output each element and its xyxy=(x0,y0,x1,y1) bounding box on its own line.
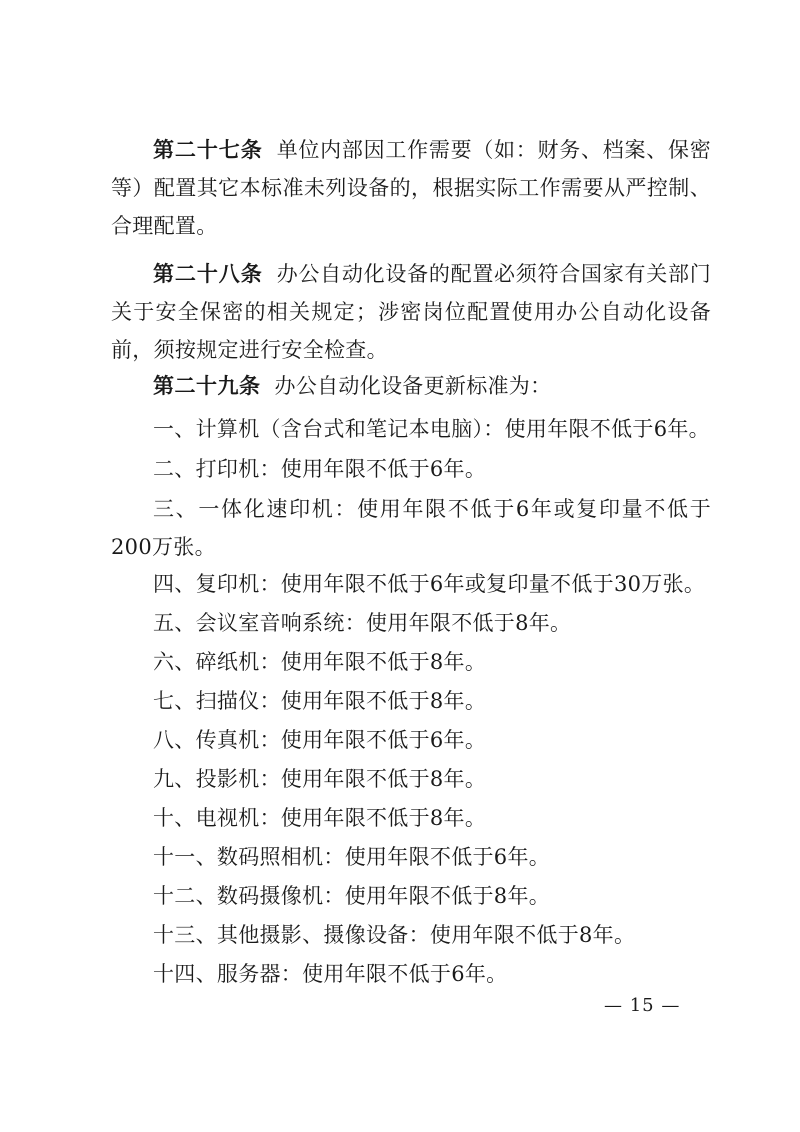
list-item: 七、扫描仪：使用年限不低于8年。 xyxy=(153,689,487,713)
article-29-paragraph xyxy=(111,367,711,405)
list-item: 二、打印机：使用年限不低于6年。 xyxy=(153,457,487,481)
article-29-text: 办公自动化设备更新标准为： xyxy=(274,374,552,398)
article-27-number: 第二十七条 xyxy=(153,138,263,162)
list-item: 一、计算机（含台式和笔记本电脑）：使用年限不低于6年。 xyxy=(153,417,710,441)
list-item: 九、投影机：使用年限不低于8年。 xyxy=(153,767,487,791)
list-item: 八、传真机：使用年限不低于6年。 xyxy=(153,728,487,752)
list-item: 十三、其他摄影、摄像设备：使用年限不低于8年。 xyxy=(153,923,636,947)
list-item: 五、会议室音响系统：使用年限不低于8年。 xyxy=(153,611,572,635)
list-item: 六、碎纸机：使用年限不低于8年。 xyxy=(153,650,487,674)
list-item: 三、一体化速印机：使用年限不低于6年或复印量不低于200万张。 xyxy=(111,497,711,559)
article-28-text: 办公自动化设备的配置必须符合国家有关部门关于安全保密的相关规定；涉密岗位配置使用办公自动化设备前，须按规定进行安全检查。 xyxy=(111,262,711,362)
article-27-text: 单位内部因工作需要（如：财务、档案、保密等）配置其它本标准未列设备的，根据实际工作需要从严控制、合理配置。 xyxy=(111,138,711,238)
page-number: — 15 — xyxy=(604,995,681,1016)
article-27-paragraph xyxy=(111,131,711,245)
list-item: 十四、服务器：使用年限不低于6年。 xyxy=(153,962,508,986)
list-item: 十二、数码摄像机：使用年限不低于8年。 xyxy=(153,884,551,908)
list-item: 十一、数码照相机：使用年限不低于6年。 xyxy=(153,845,551,869)
article-29-number: 第二十九条 xyxy=(153,374,261,398)
article-28-paragraph xyxy=(111,255,711,369)
article-28-number: 第二十八条 xyxy=(153,262,263,286)
list-item: 十、电视机：使用年限不低于8年。 xyxy=(153,806,487,830)
list-item: 四、复印机：使用年限不低于6年或复印量不低于30万张。 xyxy=(153,572,706,596)
